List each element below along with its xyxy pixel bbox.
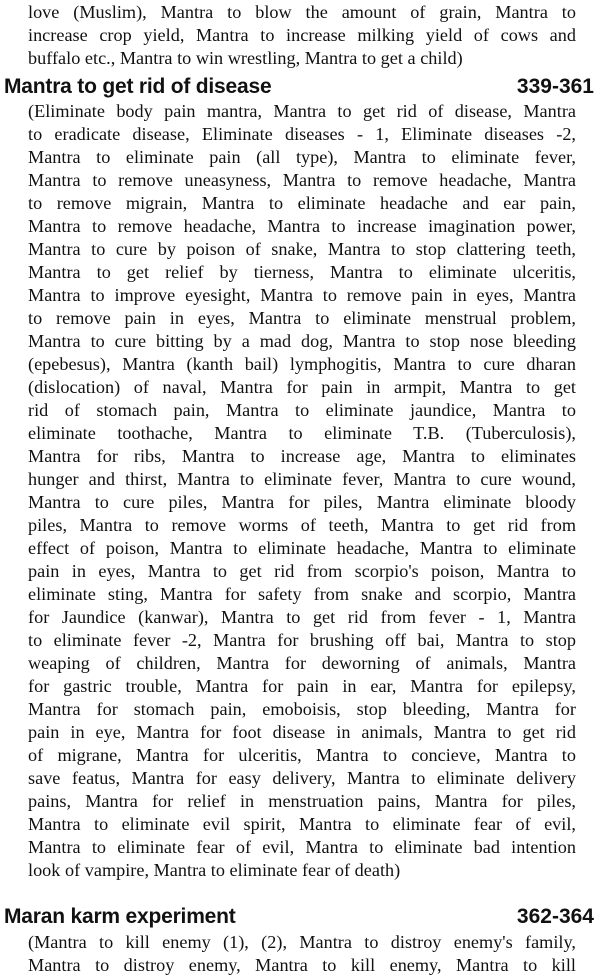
- section-title: Maran karm experiment: [4, 905, 236, 928]
- body-line: hunger and thirst, Mantra to eliminate fever, Mantra to cure wound,: [28, 469, 576, 489]
- body-line: pain in eyes, Mantra to get rid from scorpio's poison, Mantra to: [28, 561, 576, 581]
- body-line: Mantra to eliminate evil spirit, Mantra to eliminate fear of evil,: [28, 814, 576, 834]
- intro-line: love (Muslim), Mantra to blow the amount of grain, Mantra to: [28, 2, 576, 22]
- body-line: Mantra to eliminate fear of evil, Mantra to eliminate bad intention: [28, 837, 576, 857]
- body-line: weaping of children, Mantra for deworning of animals, Mantra: [28, 653, 576, 673]
- body-line: eliminate toothache, Mantra to eliminate T.B. (Tuberculosis),: [28, 423, 576, 443]
- body-line: rid of stomach pain, Mantra to eliminate jaundice, Mantra to: [28, 400, 576, 420]
- body-line: (Eliminate body pain mantra, Mantra to get rid of disease, Mantra: [28, 101, 576, 121]
- body-line: save featus, Mantra for easy delivery, Mantra to eliminate delivery: [28, 768, 576, 788]
- body-line: to remove migrain, Mantra to eliminate headache and ear pain,: [28, 193, 576, 213]
- section-page-range: 362-364: [516, 905, 594, 928]
- body-line: Mantra to cure bitting by a mad dog, Mantra to stop nose bleeding: [28, 331, 576, 351]
- section-heading: [4, 905, 596, 929]
- body-line: piles, Mantra to remove worms of teeth, Mantra to get rid from: [28, 515, 576, 535]
- body-line: Mantra for stomach pain, emoboisis, stop bleeding, Mantra for: [28, 699, 576, 719]
- body-line: (Mantra to kill enemy (1), (2), Mantra to distroy enemy's family,: [28, 932, 576, 952]
- body-line: eliminate sting, Mantra for safety from snake and scorpio, Mantra: [28, 584, 576, 604]
- intro-line: buffalo etc., Mantra to win wrestling, Mantra to get a child): [28, 48, 463, 68]
- body-line: Mantra to remove headache, Mantra to increase imagination power,: [28, 216, 576, 236]
- body-line: Mantra to eliminate pain (all type), Mantra to eliminate fever,: [28, 147, 576, 167]
- body-line: to eliminate fever -2, Mantra for brushing off bai, Mantra to stop: [28, 630, 576, 650]
- body-line: Mantra to get relief by tierness, Mantra to eliminate ulceritis,: [28, 262, 576, 282]
- body-line: Mantra to remove uneasyness, Mantra to remove headache, Mantra: [28, 170, 576, 190]
- body-line: of migrane, Mantra for ulceritis, Mantra to concieve, Mantra to: [28, 745, 576, 765]
- body-line: Mantra to cure by poison of snake, Mantra to stop clattering teeth,: [28, 239, 576, 259]
- body-line: pains, Mantra for relief in menstruation pains, Mantra for piles,: [28, 791, 576, 811]
- body-line: (dislocation) of naval, Mantra for pain in armpit, Mantra to get: [28, 377, 576, 397]
- body-line: pain in eye, Mantra for foot disease in animals, Mantra to get rid: [28, 722, 576, 742]
- body-line: effect of poison, Mantra to eliminate headache, Mantra to eliminate: [28, 538, 576, 558]
- body-line: Mantra to distroy enemy, Mantra to kill enemy, Mantra to kill: [28, 955, 576, 975]
- body-line: (epebesus), Mantra (kanth bail) lymphogitis, Mantra to cure dharan: [28, 354, 576, 374]
- body-line: Mantra to improve eyesight, Mantra to remove pain in eyes, Mantra: [28, 285, 576, 305]
- body-line: to eradicate disease, Eliminate diseases - 1, Eliminate diseases -2,: [28, 124, 576, 144]
- section-heading: [4, 75, 596, 99]
- body-line: to remove pain in eyes, Mantra to eliminate menstrual problem,: [28, 308, 576, 328]
- intro-line: increase crop yield, Mantra to increase milking yield of cows and: [28, 25, 576, 45]
- body-line: Mantra for ribs, Mantra to increase age, Mantra to eliminates: [28, 446, 576, 466]
- section-page-range: 339-361: [516, 75, 594, 98]
- body-line: look of vampire, Mantra to eliminate fear of death): [28, 860, 401, 880]
- body-line: Mantra to cure piles, Mantra for piles, Mantra eliminate bloody: [28, 492, 576, 512]
- body-line: for gastric trouble, Mantra for pain in ear, Mantra for epilepsy,: [28, 676, 576, 696]
- body-line: for Jaundice (kanwar), Mantra to get rid from fever - 1, Mantra: [28, 607, 576, 627]
- section-title: Mantra to get rid of disease: [4, 75, 272, 98]
